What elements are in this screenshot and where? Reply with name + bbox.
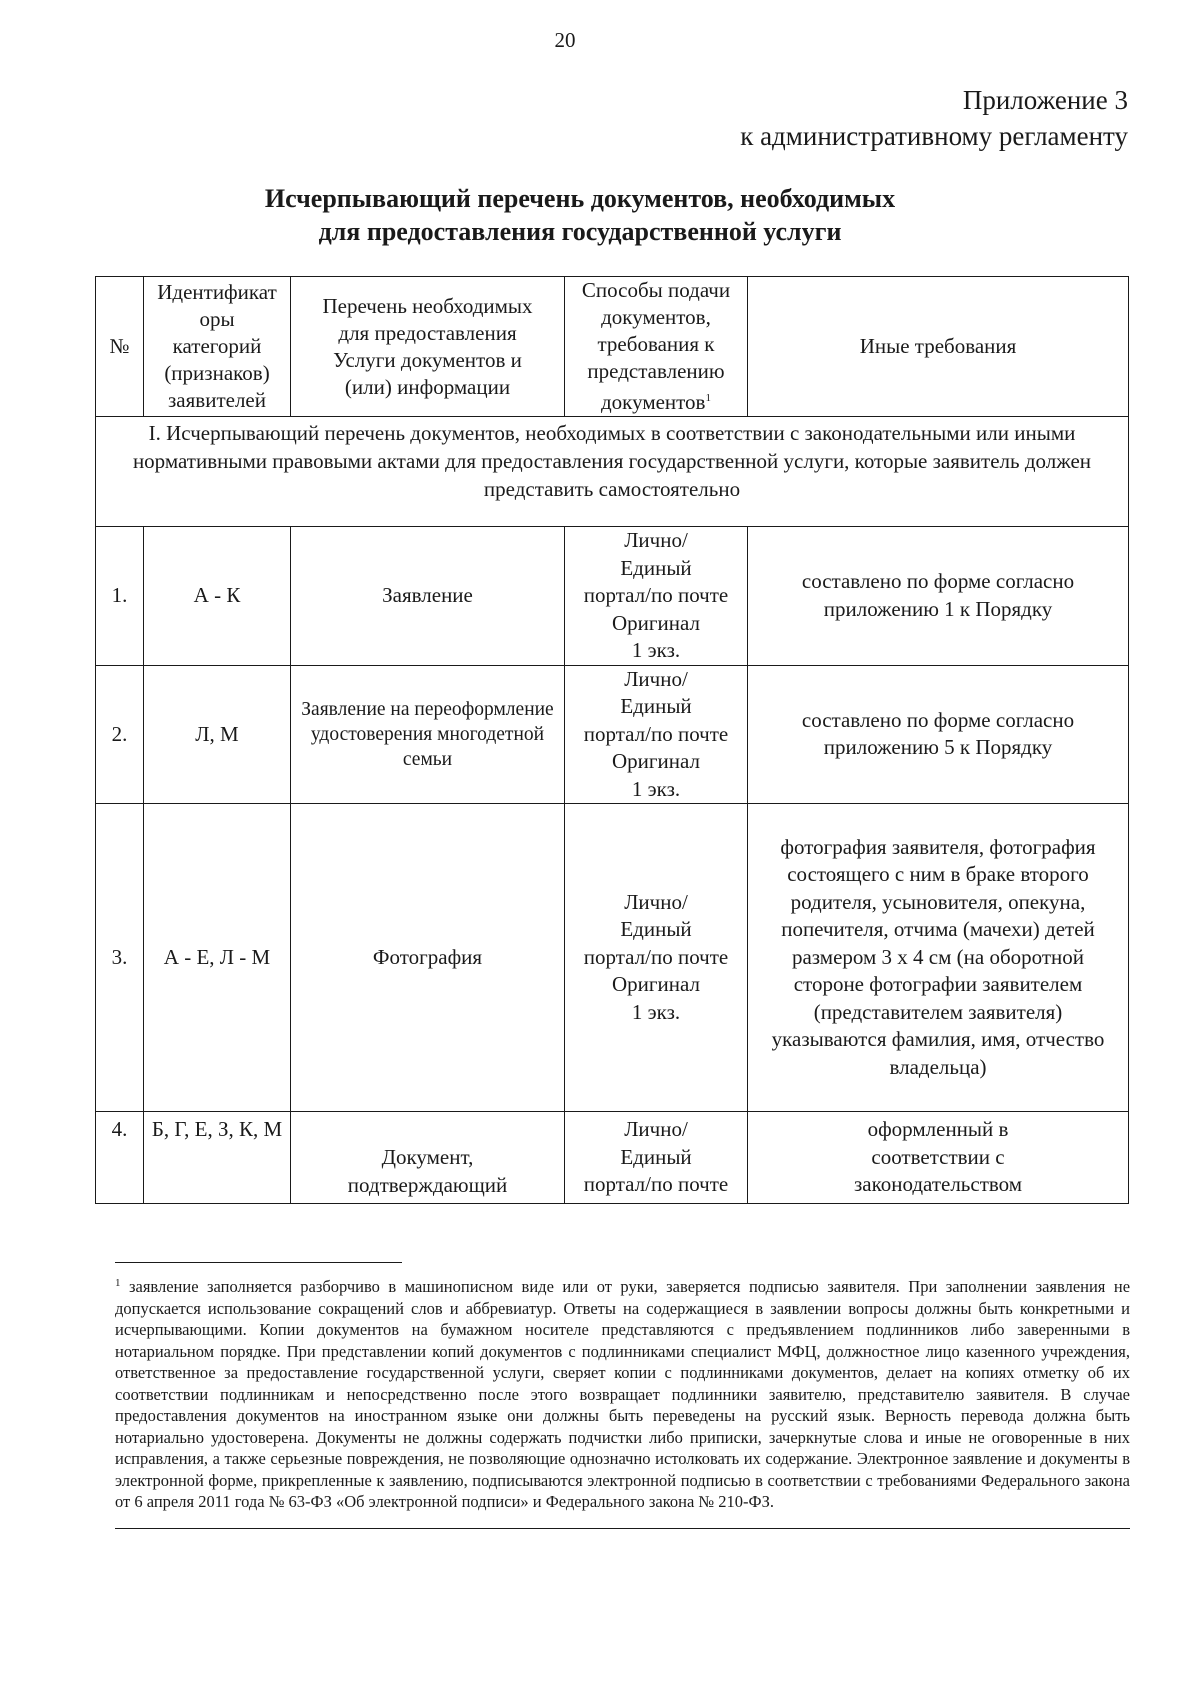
submission-line: Лично/ xyxy=(624,528,688,552)
submission-line: портал/по почте xyxy=(583,721,729,746)
row-submission xyxy=(565,665,748,804)
row-document: Заявление xyxy=(291,527,565,666)
row-document: Заявление на переоформление удостоверения многодетной семьи xyxy=(291,665,565,804)
submission-line: Оригинал xyxy=(612,749,700,773)
title-line-1: Исчерпывающий перечень документов, необходимых xyxy=(264,184,896,213)
footnote-reference: 1 xyxy=(705,392,711,404)
submission-line: Единый xyxy=(620,917,692,942)
submission-line: Оригинал xyxy=(612,972,700,997)
submission-line: Лично/ xyxy=(624,889,688,914)
row-categories: А - К xyxy=(144,527,291,666)
header-documents-line: для предоставления xyxy=(338,320,517,345)
footnote-text: заявление заполняется разборчиво в машинописном виде или от руки, заверяется подписью заявителя. При заполнении заявления не допускается использование сокращений слов и аббревиатур. Ответы на содержащиеся в заявлении вопросы должны быть конкретными и исчерпывающими. Копии документов на бумажном носителе представляются с предъявлением подлинников либо заверенными в нотариальном порядке. При представлении копий документов с подлинниками специалист МФЦ, должностное лицо казенного учреждения, ответственное за предоставление государственной услуги, сверяет копии с подлинниками документов, делает на копиях отметку об их соответствии подлинникам и непосредственно после этого возвращает подлинники заявителю, представителю заявителя. В случае предоставления документов на иностранном языке они должны быть переведены на русский язык. Верность перевода должна быть нотариально удостоверена. Документы не должны содержать подчистки либо приписки, зачеркнутые слова и иные не оговоренные в них исправления, а также серьезные повреждения, не позволяющие однозначно истолковать их содержание. Электронное заявление и документы в электронной форме, прикрепленные к заявлению, подписываются электронной подписью в соответствии с требованиями Федерального закона от 6 апреля 2011 года № 63-ФЗ «Об электронной подписи» и Федерального закона № 210-ФЗ. xyxy=(115,1277,1131,1511)
submission-line: портал/по почте xyxy=(583,1172,729,1196)
header-identifiers xyxy=(144,277,291,417)
row-num: 2. xyxy=(96,665,144,804)
row-document xyxy=(291,1112,565,1204)
row-num: 4. xyxy=(96,1112,144,1204)
documents-table xyxy=(95,276,1129,1204)
header-submission-line: требования к xyxy=(597,332,715,356)
header-identifiers-line: заявителей xyxy=(168,388,266,412)
header-submission-line: Способы подачи xyxy=(581,278,731,302)
submission-line: Единый xyxy=(620,1144,692,1169)
submission-line: портал/по почте xyxy=(583,583,729,607)
submission-line: Лично/ xyxy=(624,666,688,691)
submission-line: портал/по почте xyxy=(583,944,729,969)
header-submission-last-word: документов xyxy=(601,390,706,414)
header-submission-line xyxy=(567,385,745,416)
row-other: составлено по форме согласно приложению 1 к Порядку xyxy=(748,527,1129,666)
row-num: 1. xyxy=(96,527,144,666)
header-identifiers-line: (признаков) xyxy=(164,361,270,385)
header-identifiers-line: оры xyxy=(199,307,235,331)
section-row xyxy=(96,417,1129,527)
title-line-2: для предоставления государственной услуги xyxy=(318,217,842,246)
submission-line: 1 экз. xyxy=(631,776,681,801)
appendix-line-1: Приложение 3 xyxy=(962,85,1128,115)
submission-line: Единый xyxy=(620,555,692,580)
row-submission xyxy=(565,1112,748,1204)
other-line: законодательством xyxy=(853,1172,1023,1196)
header-documents-line: Перечень необходимых xyxy=(322,293,533,318)
header-submission-line: документов, xyxy=(601,305,711,329)
submission-line: Оригинал xyxy=(612,610,700,635)
page-number: 20 xyxy=(554,28,576,52)
header-identifiers-line: категорий xyxy=(172,334,262,358)
footnote xyxy=(115,1276,1130,1513)
other-line: соответствии с xyxy=(871,1144,1005,1169)
document-title xyxy=(140,182,1020,248)
row-submission xyxy=(565,804,748,1112)
header-other: Иные требования xyxy=(748,277,1129,417)
header-documents-line: (или) информации xyxy=(344,374,511,399)
row-submission xyxy=(565,527,748,666)
row-num: 3. xyxy=(96,804,144,1112)
row-document: Фотография xyxy=(291,804,565,1112)
header-num: № xyxy=(96,277,144,417)
table-row xyxy=(96,665,1129,804)
appendix-caption xyxy=(740,82,1128,154)
row-categories: Л, М xyxy=(144,665,291,804)
footnote-mark: 1 xyxy=(115,1277,121,1289)
document-line: подтверждающий xyxy=(347,1172,508,1197)
table-row xyxy=(96,1112,1129,1204)
footnote-separator xyxy=(115,1262,402,1263)
submission-line: 1 экз. xyxy=(631,999,681,1024)
submission-line: Лично/ xyxy=(624,1117,688,1141)
table-row xyxy=(96,804,1129,1112)
header-submission-line: представлению xyxy=(587,359,725,383)
header-submission xyxy=(565,277,748,417)
submission-line: Единый xyxy=(620,694,692,718)
header-identifiers-line: Идентификат xyxy=(157,280,277,304)
row-categories: Б, Г, Е, З, К, М xyxy=(144,1112,291,1204)
row-other: фотография заявителя, фотография состоящего с ним в браке второго родителя, усыновителя, опекуна, попечителя, отчима (мачехи) детей размером 3 х 4 см (на оборотной стороне фотографии заявителем (представителем заявителя) указываются фамилия, имя, отчество владельца) xyxy=(748,804,1129,1112)
bottom-rule xyxy=(115,1528,1130,1529)
table-header-row xyxy=(96,277,1129,417)
header-documents-line: Услуги документов и xyxy=(333,347,522,372)
appendix-line-2: к административному регламенту xyxy=(740,121,1128,151)
table-row xyxy=(96,527,1129,666)
row-other: составлено по форме согласно приложению 5 к Порядку xyxy=(748,665,1129,804)
submission-line: 1 экз. xyxy=(631,638,681,662)
section-1-heading: I. Исчерпывающий перечень документов, необходимых в соответствии с законодательными или иными нормативными правовыми актами для предоставления государственной услуги, которые заявитель должен представить самостоятельно xyxy=(96,417,1129,527)
header-documents xyxy=(291,277,565,417)
row-categories: А - Е, Л - М xyxy=(144,804,291,1112)
other-line: оформленный в xyxy=(867,1117,1009,1141)
document-line: Документ, xyxy=(381,1145,474,1169)
row-other xyxy=(748,1112,1129,1204)
